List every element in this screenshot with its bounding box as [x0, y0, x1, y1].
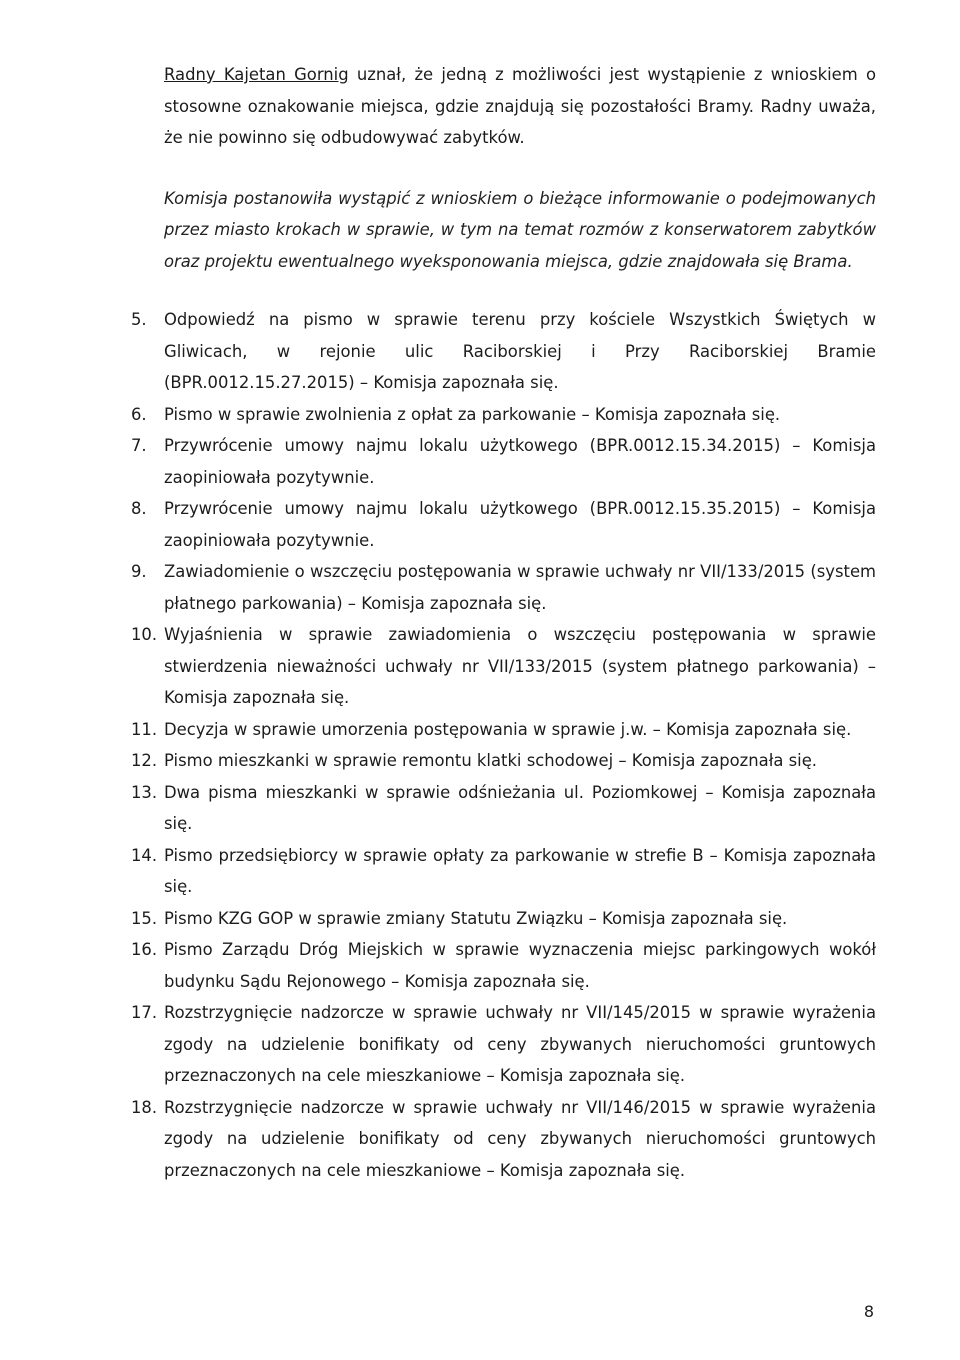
intro-text: uznał, że jedną z możliwości jest wystąpienie z wnioskiem o stosowne oznakowanie miejsca, gdzie znajdują się pozostałości Bramy. Radny uważa, że nie powinno się odbudowywać zabytków.: [164, 65, 876, 147]
commission-decision: Komisja postanowiła wystąpić z wnioskiem o bieżące informowanie o podejmowanych przez miasto krokach w sprawie, w tym na temat rozmów z konserwatorem zabytków oraz projektu ewentualnego wyeksponowania miejsca, gdzie znajdowała się Brama.: [164, 188, 876, 271]
intro-paragraph: [164, 59, 876, 154]
agenda-item-number: 17.: [131, 1003, 158, 1022]
agenda-item: [131, 304, 876, 399]
agenda-item-number: 9.: [131, 562, 147, 581]
agenda-item-text: Pismo KZG GOP w sprawie zmiany Statutu Związku – Komisja zapoznała się.: [164, 908, 788, 928]
agenda-item: [131, 493, 876, 556]
agenda-item-text: Zawiadomienie o wszczęciu postępowania w sprawie uchwały nr VII/133/2015 (system płatnego parkowania) – Komisja zapoznała się.: [164, 562, 876, 613]
agenda-item-text: Rozstrzygnięcie nadzorcze w sprawie uchwały nr VII/146/2015 w sprawie wyrażenia zgody na udzielenie bonifikaty od ceny zbywanych nieruchomości gruntowych przeznaczonych na cele mieszkaniowe – Komisja zapoznała się.: [164, 1097, 876, 1180]
agenda-item-number: 7.: [131, 436, 147, 455]
agenda-item-number: 5.: [131, 310, 147, 329]
agenda-item-text: Pismo mieszkanki w sprawie remontu klatki schodowej – Komisja zapoznała się.: [164, 751, 817, 770]
agenda-item-number: 12.: [131, 751, 158, 770]
agenda-item-number: 15.: [131, 908, 158, 928]
agenda-item-number: 13.: [131, 782, 158, 802]
agenda-item: [131, 903, 876, 935]
agenda-item-text: Przywrócenie umowy najmu lokalu użytkowego (BPR.0012.15.35.2015) – Komisja zaopiniowała pozytywnie.: [164, 499, 876, 550]
agenda-item: [131, 556, 876, 619]
agenda-item: [131, 745, 876, 777]
agenda-item: [131, 840, 876, 903]
agenda-item-number: 16.: [131, 940, 158, 959]
agenda-item: [131, 997, 876, 1092]
agenda-item: [131, 777, 876, 840]
speaker-name: Radny Kajetan Gornig: [164, 65, 349, 84]
agenda-item-number: 11.: [131, 719, 158, 739]
agenda-item-text: Odpowiedź na pismo w sprawie terenu przy kościele Wszystkich Świętych w Gliwicach, w rejonie ulic Raciborskiej i Przy Raciborskiej Bramie (BPR.0012.15.27.2015) – Komisja zapoznała się.: [164, 310, 876, 392]
agenda-item-text: Pismo Zarządu Dróg Miejskich w sprawie wyznaczenia miejsc parkingowych wokół budynku Sądu Rejonowego – Komisja zapoznała się.: [164, 940, 876, 991]
agenda-item: [131, 430, 876, 493]
agenda-item-number: 10.: [131, 625, 158, 644]
agenda-item-number: 6.: [131, 404, 147, 424]
agenda-item-text: Pismo przedsiębiorcy w sprawie opłaty za parkowanie w strefie B – Komisja zapoznała się.: [164, 845, 876, 896]
agenda-item-text: Przywrócenie umowy najmu lokalu użytkowego (BPR.0012.15.34.2015) – Komisja zaopiniowała pozytywnie.: [164, 436, 876, 487]
agenda-item-text: Pismo w sprawie zwolnienia z opłat za parkowanie – Komisja zapoznała się.: [164, 404, 781, 424]
agenda-item: [131, 714, 876, 746]
agenda-item-text: Decyzja w sprawie umorzenia postępowania w sprawie j.w. – Komisja zapoznała się.: [164, 719, 852, 739]
agenda-item-number: 8.: [131, 499, 147, 518]
agenda-item: [131, 619, 876, 714]
agenda-item-text: Rozstrzygnięcie nadzorcze w sprawie uchwały nr VII/145/2015 w sprawie wyrażenia zgody na udzielenie bonifikaty od ceny zbywanych nieruchomości gruntowych przeznaczonych na cele mieszkaniowe – Komisja zapoznała się.: [164, 1003, 876, 1085]
agenda-item: [131, 1092, 876, 1187]
agenda-item: [131, 934, 876, 997]
page-number: 8: [863, 1302, 874, 1321]
agenda-item: [131, 399, 876, 431]
agenda-item-number: 14.: [131, 845, 158, 865]
agenda-item-number: 18.: [131, 1097, 158, 1117]
agenda-item-text: Dwa pisma mieszkanki w sprawie odśnieżania ul. Poziomkowej – Komisja zapoznała się.: [164, 782, 876, 833]
agenda-item-text: Wyjaśnienia w sprawie zawiadomienia o wszczęciu postępowania w sprawie stwierdzenia nieważności uchwały nr VII/133/2015 (system płatnego parkowania) – Komisja zapoznała się.: [164, 625, 876, 707]
agenda-list: [131, 304, 876, 1186]
